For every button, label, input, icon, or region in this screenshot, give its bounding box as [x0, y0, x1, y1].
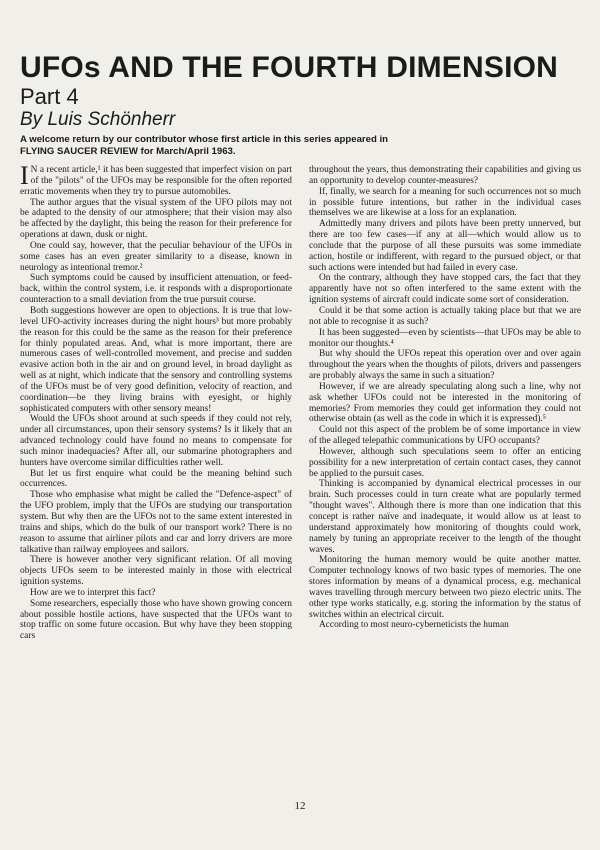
paragraph: Would the UFOs shoot around at such speeds if they could not rely, under all circumstances, upon their sensory systems? Is it likely that an advanced technology could have found no means to compensate for such minor inadequacies? After all, our submarine photographers and hunters have overcome similar difficulties rather well. [20, 414, 292, 468]
paragraph: Both suggestions however are open to objections. It is true that low-level UFO-activity increases during the night hours³ but more probably the reason for this could be the same as the reason for their preference for thinly populated areas. And, what is more important, there are numerous cases of well-controlled movement, and precise and sudden evasive action both in the air and on ground level, in broad daylight as well as at night, which indicate that the sensory and controlling systems of the UFOs must be of very good definition, velocity of reaction, and coordination—be they living brains with eyesight, or highly sophisticated computers with other sensory means! [20, 305, 292, 414]
paragraph: Could not this aspect of the problem be of some importance in view of the alleged telepathic communications by UFO occupants? [309, 425, 581, 447]
intro-line-1: A welcome return by our contributor whose first article in this series appeared in [20, 134, 389, 145]
paragraph: Could it be that some action is actually taking place but that we are not able to recognise it as such? [309, 305, 581, 327]
paragraph: Such symptoms could be caused by insufficient attenuation, or feed-back, within the control system, i.e. it responds with a disproportionate counteraction to a small deviation from the true pursuit course. [20, 273, 292, 306]
intro-line-2: FLYING SAUCER REVIEW for March/April 1963. [20, 146, 236, 157]
paragraph: How are we to interpret this fact? [30, 587, 156, 598]
paragraph: Those who emphasise what might be called the "Defence-aspect" of the UFO problem, imply that the UFOs are studying our transportation system. But why then are the UFOs not to the same extent interested in trains and ships, which do the bulk of our transport work? There is no reason to assume that airliner pilots and car and lorry drivers are more talkative than railway employees and sailors. [20, 490, 292, 555]
paragraph: Monitoring the human memory would be quite another matter. Computer technology knows of two basic types of memories. The one stores information by means of a dynamical process, e.g. mechanical waves travelling through mercury between two piezo electric units. The other type works statically, e.g. storing the information by the status of switches within an electrical circuit. [309, 555, 581, 620]
article-part: Part 4 [20, 84, 79, 109]
paragraph: throughout the years, thus demonstrating their capabilities and giving us an opportunity to develop counter-measures? [309, 165, 581, 186]
paragraph: But let us first enquire what could be the meaning behind such occurrences. [20, 468, 292, 490]
right-column [309, 165, 581, 631]
paragraph: If, finally, we search for a meaning for such occurrences not so much in possible future intentions, but rather in the individual cases themselves we are likewise at a loss for an explanation. [309, 186, 581, 219]
paragraph: Some researchers, especially those who have shown growing concern about possible hostile actions, have suspected that the UFOs want to stop traffic on some future occasion. But why have they been stopping cars [20, 598, 292, 642]
article-intro [20, 134, 580, 158]
paragraph: Thinking is accompanied by dynamical electrical processes in our brain. Such processes could in turn create what are popularly termed "thought waves". Although there is more than one indication that this concept is rather naïve and inadequate, it would allow us at least to understand approximately how monitoring of thoughts could work, namely by tuning an appropriate receiver to the length of the thought waves. [309, 479, 581, 555]
drop-cap: I [20, 161, 29, 190]
paragraph: There is however another very significant relation. Of all moving objects UFOs seem to be interested mainly in those with electrical ignition systems. [20, 555, 292, 588]
page-number: 12 [294, 800, 306, 812]
paragraph: I N a recent article,¹ it has been suggested that imperfect vision on part of the "pilots" of the UFOs may be responsible for the often reported erratic movements when they try to pursue automobiles. [20, 161, 292, 197]
paragraph: However, if we are already speculating along such a line, why not ask whether UFOs could not be interested in the monitoring of memories? From memories they could get information they could not otherwise obtain (as well as the code in which it is expressed).⁵ [309, 381, 581, 425]
paragraph: According to most neuro-cyberneticists the human [319, 620, 509, 631]
paragraph: However, although such speculations seem to offer an enticing possibility for a new interpretation of certain contact cases, they cannot be applied to the pursuit cases. [309, 446, 581, 479]
article-byline: By Luis Schönherr [20, 109, 176, 130]
article-title: UFOs AND THE FOURTH DIMENSION [20, 51, 559, 84]
paragraph: Admittedly many drivers and pilots have been pretty unnerved, but there are too few cases—if any at all—which would allow us to conclude that the purpose of all these pursuits was some immediate action, hostile or indifferent, with regard to the pursued object, or that such actions were intended but had failed in every case. [309, 219, 581, 273]
paragraph: The author argues that the visual system of the UFO pilots may not be adapted to the density of our atmosphere; that their vision may also be affected by the daylight, this being the reason for their preference for operations at dawn, dusk or night. [20, 197, 292, 241]
paragraph: But why should the UFOs repeat this operation over and over again throughout the years when the thoughts of pilots, drivers and passengers are probably always the same in such a situation? [309, 349, 581, 382]
paragraph: On the contrary, although they have stopped cars, the fact that they apparently have not so often interfered to the same extent with the ignition systems of aircraft could indicate some sort of consideration. [309, 273, 581, 306]
left-column [20, 161, 292, 642]
paragraph: One could say, however, that the peculiar behaviour of the UFOs in some cases has an even greater similarity to a disease, known in neurology as intentional tremor.² [20, 240, 292, 273]
paragraph: It has been suggested—even by scientists—that UFOs may be able to monitor our thoughts.⁴ [309, 327, 581, 349]
